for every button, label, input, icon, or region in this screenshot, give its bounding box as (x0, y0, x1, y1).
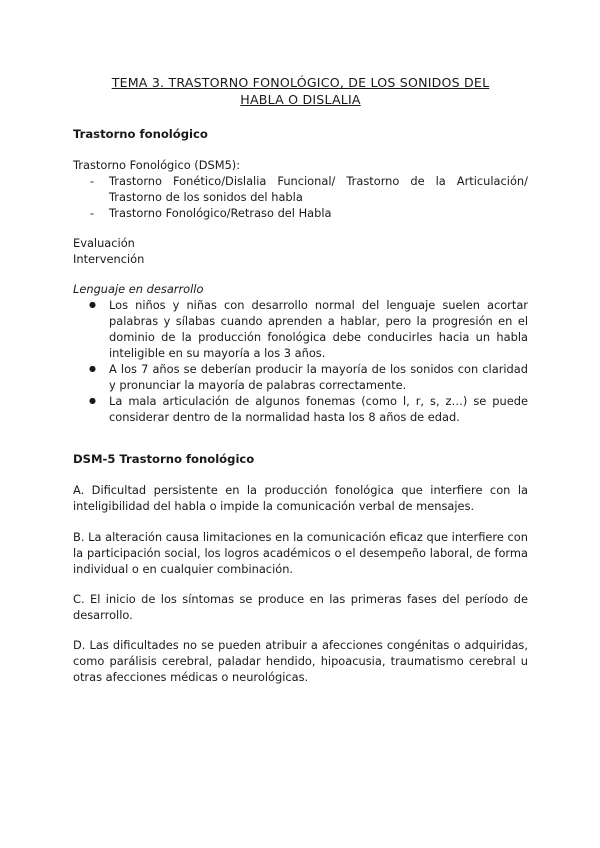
section-heading-dsm5: DSM-5 Trastorno fonológico (73, 452, 255, 466)
subtype-list (73, 173, 528, 221)
lenguaje-bullet-list (73, 297, 528, 425)
criterion-a: A. Dificultad persistente en la producción fonológica que interfiere con la inteligibilidad del habla o impide la comunicación verbal de mensajes. (73, 483, 528, 513)
title-line-2: HABLA O DISLALIA (240, 92, 361, 107)
criterion-d: D. Las dificultades no se pueden atribuir a afecciones congénitas o adquiridas, como parálisis cerebral, paladar hendido, hipoacusia, traumatismo cerebral u otras afecciones médicas o neurológicas. (73, 638, 528, 684)
title-line-1: TEMA 3. TRASTORNO FONOLÓGICO, DE LOS SONIDOS DEL (111, 75, 490, 90)
dsm5-intro: Trastorno Fonológico (DSM5): (73, 158, 241, 172)
lenguaje-heading: Lenguaje en desarrollo (73, 282, 204, 296)
list-item: - Trastorno Fonológico/Retraso del Habla (73, 205, 528, 221)
document-title (73, 74, 528, 108)
criterion-c: C. El inicio de los síntomas se produce en las primeras fases del período de desarrollo. (73, 592, 528, 622)
list-item: ● Los niños y niñas con desarrollo normal del lenguaje suelen acortar palabras y sílabas cuando aprenden a hablar, pero la progresión en el dominio de la producción fonológica debe conducirles hacia un habla inteligible en su mayoría a los 3 años. (73, 297, 528, 361)
evaluacion-label: Evaluación (73, 236, 135, 250)
section-heading-trastorno-fonologico: Trastorno fonológico (73, 127, 208, 141)
criterion-b: B. La alteración causa limitaciones en la comunicación eficaz que interfiere con la participación social, los logros académicos o el desempeño laboral, de forma individual o en cualquier combinación. (73, 530, 528, 576)
intervencion-label: Intervención (73, 252, 145, 266)
list-item: - Trastorno Fonético/Dislalia Funcional/ Trastorno de la Articulación/ Trastorno de los sonidos del habla (73, 173, 528, 205)
list-item: ● A los 7 años se deberían producir la mayoría de los sonidos con claridad y pronunciar la mayoría de palabras correctamente. (73, 361, 528, 393)
list-item: ● La mala articulación de algunos fonemas (como l, r, s, z…) se puede considerar dentro de la normalidad hasta los 8 años de edad. (73, 393, 528, 425)
